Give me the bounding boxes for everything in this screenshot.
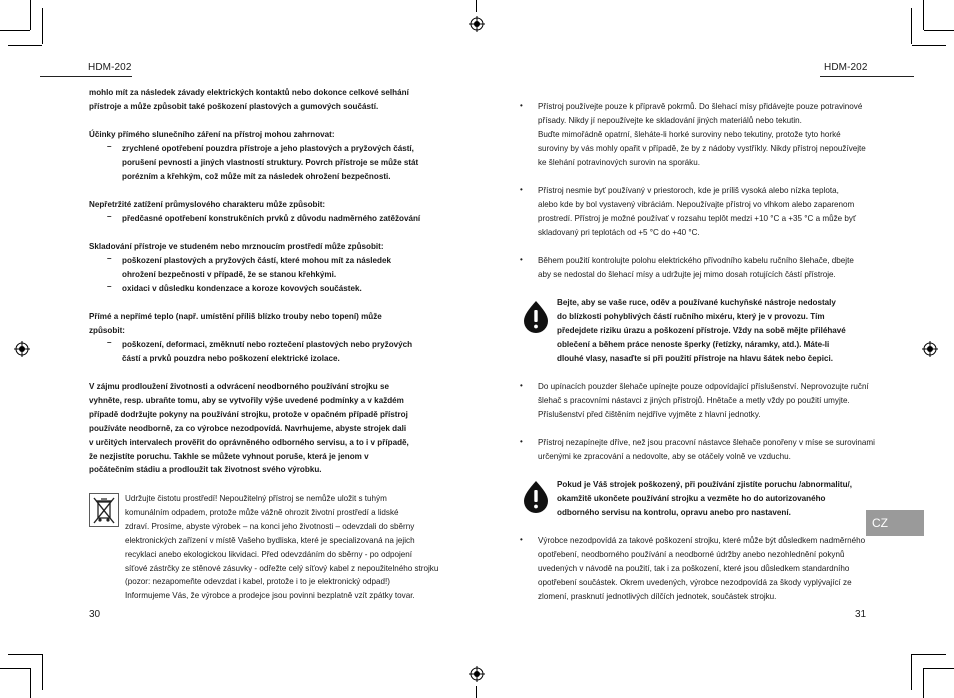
section-heat-heading: Přímé a nepřímé teplo (např. umístění příliš blízko trouby nebo topení) může způsobit: xyxy=(89,312,382,335)
list-item: Přístroj nezapínejte dříve, než jsou pracovní nástavce šlehače ponořeny v míse se surovinami určenými ke zpracování a nedovolte, aby se otáčely volně ve vzduchu. xyxy=(538,438,875,461)
bullet: • xyxy=(520,437,523,446)
list-dash: – xyxy=(107,254,112,263)
list-item: Přístroj nesmie byť používaný v priestoroch, kde je príliš vysoká alebo nízka teplota, alebo kde by bol vystavený vibráciám. Nepoužívajte přístroj vo vlhkom alebo zaparenom prostredí. Přístroj je možné používať v rozsahu teplôt medzi +10 °C a +35 °C a může byť skladovaný pri teplotách od +5 °C do +40 °C. xyxy=(538,186,857,237)
registration-mark-icon xyxy=(922,341,938,357)
list-item: oxidaci v důsledku kondenzace a koroze kovových součástek. xyxy=(122,284,362,293)
list-item: poškození plastových a pryžových částí, které mohou mít za následek ohrožení bezpečnosti v případě, že se stanou křehkými. xyxy=(122,256,391,279)
page-number-left: 30 xyxy=(89,609,101,620)
list-item: Výrobce nezodpovídá za takové poškození strojku, které může být důsledkem nadměrného opotřebení, neodborného používání a neodborné údržby anebo nezohlednění pokynů uvedených v návodě na použití, tak i za poškození, které jsou důsledkem standardního opotřebení součástek. Okrem uvedených, výrobce nezodpovídá za škody vyplývající ze zlomení, prasknutí jednotlivých dílčích jednotek, součástek strojku. xyxy=(538,536,866,601)
bullet: • xyxy=(520,535,523,544)
weee-notice: Udržujte čistotu prostředí! Nepoužitelný přístroj se nemůže uložit s tuhým komunálním odpadem, protože může vážně ohrozit životní prostředí a lidské zdraví. Prosíme, abyste výrobek – na konci jeho životnosti – odevzdali do sběrny elektronických zařízení v místě Vašeho bydliska, které je specializovaná na jejich recyklaci anebo ekologickou likvidaci. Před odevzdáním do sběrny - po odpojení síťové zástrčky ze stěnové zásuvky - odřežte celý síťový kabel z nepoužitelného strojku (pozor: nezapomeňte odevzdat i kabel, protože i to je elektronický odpad!) Informujeme Vás, že výrobce a prodejce jsou povinni bezplatně vzít zpátky tovar. xyxy=(125,494,439,601)
list-item: předčasné opotřebení konstrukčních prvků z důvodu nadměrného zatěžování xyxy=(122,214,421,223)
section-load-heading: Nepřetržité zatížení průmyslového charakteru může způsobit: xyxy=(89,200,326,209)
paragraph-lifetime: V zájmu prodloužení životnosti a odvrácení neodborného používání strojku se vyhněte, resp. ubraňte tomu, aby se vytvořily výše uvedené podmínky a v každém případě dodržujte pokyny na používání strojku, protože v opačném případě přístroj používáte neodborně, za co výrobce nezodpovídá. Navrhujeme, abyste strojek dali v určitých intervalech prověřit do oprávněného odborného servisu, a to i v případě, že nezjistíte poruchu. Takhle se můžete vyhnout poruše, která je jenom v počátečním stádiu a prodloužit tak životnost svého výrobku. xyxy=(89,382,409,475)
paragraph-intro: mohlo mít za následek závady elektrických kontaktů nebo dokonce celkové selhání přístroje a může způsobit také poškození plastových a gumových součástí. xyxy=(89,88,409,111)
list-item: Během použití kontrolujte polohu elektrického přívodního kabelu ručního šlehače, dbejte aby se nedostal do šlehací mísy a udržujte jej mimo dosah rotujících částí přístroje. xyxy=(538,256,854,279)
warning-moving-parts: Bejte, aby se vaše ruce, oděv a používané kuchyňské nástroje nedostaly do blízkosti pohyblivých částí ručního mixéru, který je v provozu. Tím předejdete riziku úrazu a poškození přístroje. Vždy na sobě mějte přiléhavé oblečení a během práce nenoste šperky (řetízky, náramky, atd.). Máte-li dlouhé vlasy, nasaďte si při použití přístroje na hlavu šátek nebo čepici. xyxy=(557,298,846,363)
list-dash: – xyxy=(107,212,112,221)
list-dash: – xyxy=(107,338,112,347)
section-sunlight-heading: Účinky přímého slunečního záření na přístroj mohou zahrnovat: xyxy=(89,130,335,139)
list-item: Do upínacích pouzder šlehače upínejte pouze odpovídající příslušenství. Neprovozujte ruční šlehač s pracovními nástavci z jiných přístrojů. Hnětače a metly vždy po použití umyjte. Příslušenství před čištěním nejdříve vyjměte z hlavní jednotky. xyxy=(538,382,869,419)
list-dash: – xyxy=(107,282,112,291)
header-rule-right xyxy=(820,76,914,77)
exclamation-drop-icon xyxy=(521,480,551,514)
bullet: • xyxy=(520,185,523,194)
list-item: zrychlené opotřebení pouzdra přístroje a jeho plastových a pryžových částí, porušení pevnosti a jiných vlastností struktury. Povrch přístroje se může stát porézním a křehkým, což může mít za následek ohrožení bezpečnosti. xyxy=(122,144,419,181)
warning-damaged-device: Pokud je Váš strojek poškozený, při používání zjistíte poruchu /abnormalitu/, okamžitě ukončete používání strojku a vezměte ho do autorizovaného odborného servisu na kontrolu, opravu anebo pro nastavení. xyxy=(557,480,853,517)
list-dash: – xyxy=(107,142,112,151)
header-rule-left xyxy=(40,76,132,77)
header-model-right: HDM-202 xyxy=(824,62,868,73)
header-model-left: HDM-202 xyxy=(88,62,132,73)
page-number-right: 31 xyxy=(855,609,867,620)
bullet: • xyxy=(520,381,523,390)
section-storage-heading: Skladování přístroje ve studeném nebo mrznoucím prostředí může způsobit: xyxy=(89,242,384,251)
list-item: poškození, deformaci, změknutí nebo roztečení plastových nebo pryžových částí a prvků pouzdra nebo poškození elektrické izolace. xyxy=(122,340,413,363)
bullet: • xyxy=(520,101,523,110)
list-item: Přístroj používejte pouze k přípravě pokrmů. Do šlehací mísy přidávejte pouze potravinové přísady. Nikdy jí nepoužívejte ke skladování jiných materiálů nebo tekutin. Buďte mimořádně opatrní, šleháte-li horké suroviny nebo tekutiny, protože tyto horké suroviny by vás mohly opařit v případě, že by z nádoby vystříkly. Nikdy přístroj nepoužívejte ke šlehání potravinových surovin na sporáku. xyxy=(538,102,866,167)
exclamation-drop-icon xyxy=(521,300,551,334)
registration-mark-icon xyxy=(14,341,30,357)
crossed-bin-icon xyxy=(89,493,119,527)
language-tab: CZ xyxy=(866,510,924,536)
bullet: • xyxy=(520,255,523,264)
registration-mark-icon xyxy=(469,666,485,682)
registration-mark-icon xyxy=(469,16,485,32)
